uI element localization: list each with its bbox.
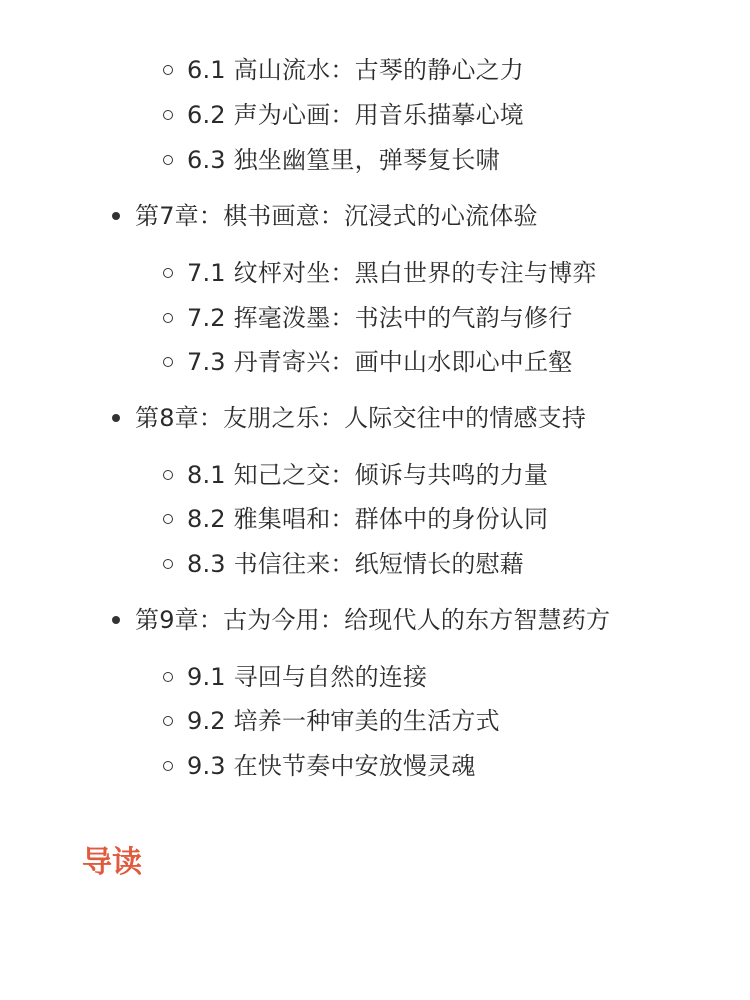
filled-bullet-icon [112, 212, 120, 220]
list-item-6-3: 6.3 独坐幽篁里，弹琴复长啸 [163, 140, 500, 180]
list-item-9-2: 9.2 培养一种审美的生活方式 [163, 701, 500, 741]
list-item-7-3: 7.3 丹青寄兴：画中山水即心中丘壑 [163, 342, 572, 382]
list-item-9-3: 9.3 在快节奏中安放慢灵魂 [163, 746, 476, 786]
list-item-8-2: 8.2 雅集唱和：群体中的身份认同 [163, 499, 548, 539]
section-heading-introduction: 导读 [82, 844, 142, 880]
list-item-7-1: 7.1 纹枰对坐：黑白世界的专注与博弈 [163, 253, 597, 293]
hollow-bullet-icon [163, 672, 173, 682]
chapter-7-item: 第7章：棋书画意：沉浸式的心流体验 [112, 196, 538, 236]
chapter-9-item: 第9章：古为今用：给现代人的东方智慧药方 [112, 600, 610, 640]
chapter-8-item: 第8章：友朋之乐：人际交往中的情感支持 [112, 398, 586, 438]
hollow-bullet-icon [163, 357, 173, 367]
list-item-8-1: 8.1 知己之交：倾诉与共鸣的力量 [163, 455, 548, 495]
filled-bullet-icon [112, 414, 120, 422]
hollow-bullet-icon [163, 268, 173, 278]
list-item-8-3: 8.3 书信往来：纸短情长的慰藉 [163, 544, 524, 584]
hollow-bullet-icon [163, 761, 173, 771]
filled-bullet-icon [112, 616, 120, 624]
hollow-bullet-icon [163, 559, 173, 569]
hollow-bullet-icon [163, 716, 173, 726]
hollow-bullet-icon [163, 514, 173, 524]
list-item-7-2: 7.2 挥毫泼墨：书法中的气韵与修行 [163, 298, 572, 338]
hollow-bullet-icon [163, 470, 173, 480]
list-item-6-1: 6.1 高山流水：古琴的静心之力 [163, 50, 524, 90]
hollow-bullet-icon [163, 65, 173, 75]
hollow-bullet-icon [163, 313, 173, 323]
hollow-bullet-icon [163, 110, 173, 120]
list-item-9-1: 9.1 寻回与自然的连接 [163, 657, 427, 697]
hollow-bullet-icon [163, 155, 173, 165]
list-item-6-2: 6.2 声为心画：用音乐描摹心境 [163, 95, 524, 135]
